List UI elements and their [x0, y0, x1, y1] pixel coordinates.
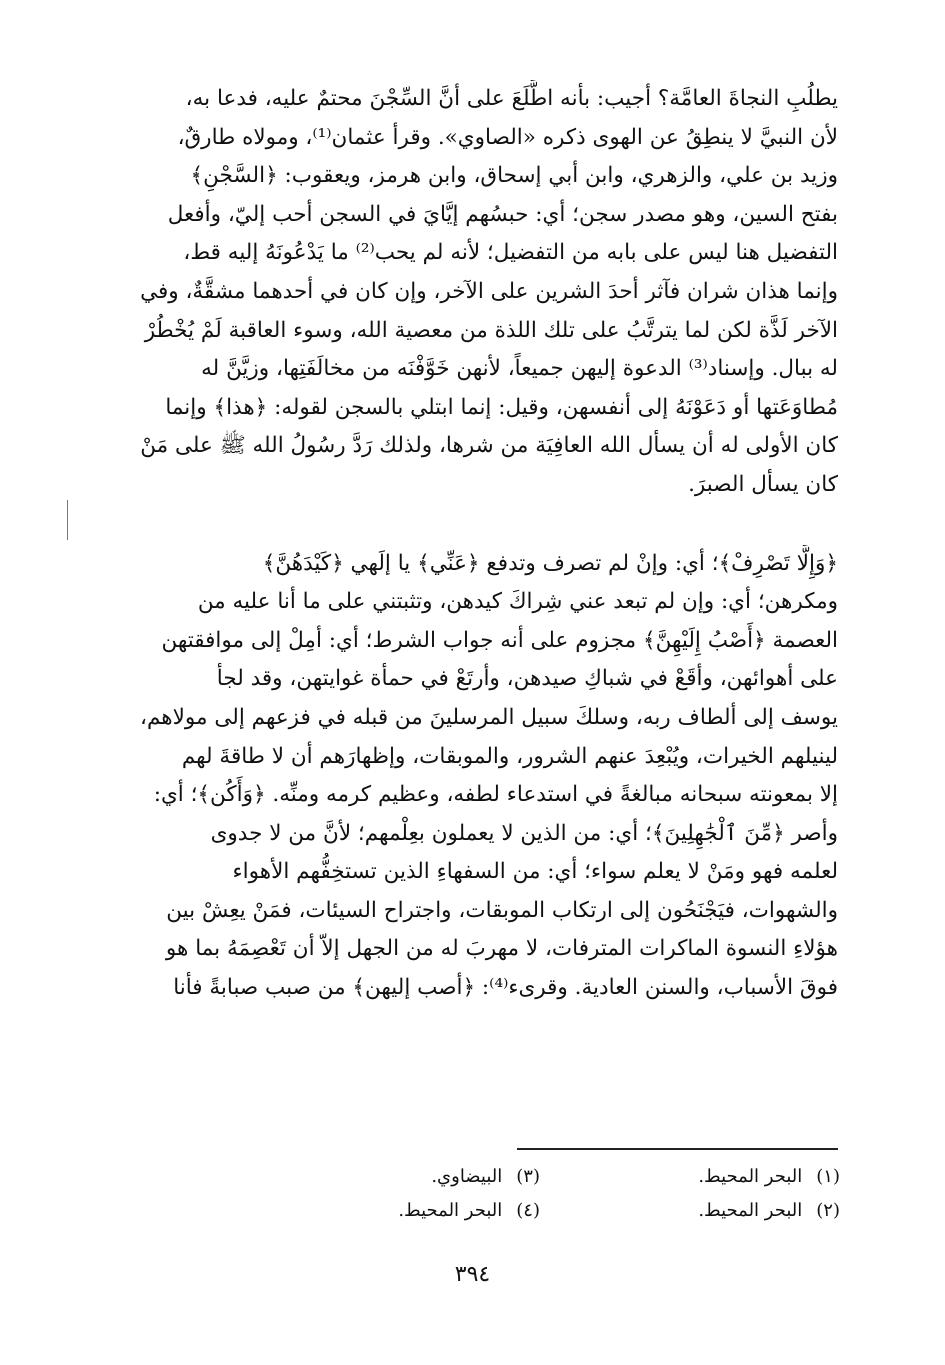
- footnote-number: (٣): [516, 1166, 540, 1187]
- footnote-number: (٤): [516, 1200, 540, 1221]
- footnote-text: البحر المحيط.: [398, 1200, 503, 1221]
- footnote-2: [540, 1194, 840, 1228]
- text-line: ومكرهن؛ أي: وإن لم تبعد عني شِراكَ كيدهن، وتثبتني على ما أنا عليه من: [197, 589, 838, 615]
- text-line: له ببال. وإسناد⁽³⁾ الدعوة إليهن جميعاً، لأنهن خَوَّفْنَه من مخالَفَتِها، وزيَّنَّ له: [201, 356, 838, 382]
- main-text: [66, 80, 838, 1008]
- footnote-divider: [517, 1148, 838, 1150]
- text-line: العصمة ﴿أَصْبُ إِلَيْهِنَّ﴾ مجزوم على أنه جواب الشرط؛ أي: أمِلْ إلى موافقتهن: [161, 627, 838, 653]
- text-line: لعلمه فهو ومَنْ لا يعلم سواء؛ أي: من السفهاءِ الذين تستخِفُّهم الأهواء: [232, 859, 838, 885]
- text-line: وزيد بن علي، والزهري، وابن أبي إسحاق، وابن هرمز، ويعقوب: ﴿السَّجْنِ﴾: [190, 163, 838, 189]
- text-line: مُطاوَعَتها أو دَعَوْنَهُ إلى أنفسهن، وقيل: إنما ابتلي بالسجن لقوله: ﴿هذا﴾ وإنما: [165, 394, 838, 420]
- text-line: وأصر ﴿مِّنَ ٱلْجَٰهِلِينَ﴾؛ أي: من الذين لا يعملون بعِلْمهم؛ لأنَّ من لا جدوى: [210, 820, 838, 846]
- footnote-text: البحر المحيط.: [698, 1200, 803, 1221]
- text-line: كان الأولى له أن يسأل الله العافِيَة من شرها، ولذلك رَدَّ رسُولُ الله ﷺ على مَنْ: [140, 433, 838, 459]
- footnote-3: [240, 1160, 540, 1194]
- text-line: على أهوائهن، وأقَعْ في شباكِ صيدهن، وأرتَعْ في حمأة غوايتهن، وقد لجأ: [216, 666, 838, 692]
- page-number: ٣٩٤: [454, 1262, 491, 1287]
- paragraph-2: [66, 545, 838, 1008]
- text-line: وإنما هذان شران فآثر أحدَ الشرين على الآخر، وإن كان في أحدهما مشقَّةٌ، وفي: [140, 278, 838, 304]
- paragraph-gap: [66, 505, 838, 545]
- text-line: لينيلهم الخيرات، ويُبْعِدَ عنهم الشرور، والموبقات، وإظهارَهم أن لا طاقةَ لهم: [181, 743, 838, 769]
- text-line: هؤلاءِ النسوة الماكرات المترفات، لا مهربَ له من الجهل إلاّ أن تَعْصِمَهُ بما هو: [165, 936, 838, 962]
- text-line: يطلُبِ النجاةَ العامَّة؟ أجيب: بأنه اطَّلَعَ على أنَّ السِّجْنَ محتمٌ عليه، فدعا به،: [185, 86, 838, 111]
- footnote-row: [230, 1160, 840, 1194]
- text-line: الآخر لَذَّة لكن لما يترتَّبُ على تلك اللذة من معصية الله، وسوء العاقبة لَمْ يُخْطُرْ: [144, 317, 838, 343]
- text-line: لأن النبيَّ لا ينطِقُ عن الهوى ذكره «الصاوي». وقرأ عثمان⁽¹⁾، ومولاه طارقٌ،: [177, 124, 838, 150]
- footnotes: [230, 1160, 840, 1228]
- footnote-1: [540, 1160, 840, 1194]
- margin-mark: [67, 500, 68, 540]
- text-line: إلا بمعونته سبحانه مبالغةً في استدعاء لطفه، وعظيم كرمه ومنِّه. ﴿وَأَكُن﴾؛ أي:: [153, 782, 838, 808]
- footnote-text: البيضاوي.: [431, 1166, 503, 1187]
- footnote-text: البحر المحيط.: [698, 1166, 803, 1187]
- footnote-number: (١): [816, 1166, 840, 1187]
- footnote-row: [230, 1194, 840, 1228]
- text-line: يوسف إلى ألطاف ربه، وسلكَ سبيل المرسلينَ من قبله في فزعهم إلى مولاهم،: [140, 704, 838, 730]
- paragraph-1: [66, 80, 838, 505]
- text-line: بفتح السين، وهو مصدر سجن؛ أي: حبسُهم إيَّايَ في السجن أحب إليّ، وأفعل: [167, 201, 838, 227]
- text-line: كان يسأل الصبرَ.: [688, 471, 838, 497]
- text-line: فوقَ الأسباب، والسنن العادية. وقرىء⁽⁴⁾: ﴿أصب إليهن﴾ من صبب صبابةً فأنا: [173, 975, 838, 1001]
- text-line: والشهوات، فيَجْنَحُون إلى ارتكاب الموبقات، واجتراح السيئات، فمَنْ يعِشْ بين: [166, 897, 838, 923]
- footnote-4: [240, 1194, 540, 1228]
- text-line: ﴿وَإِلَّا تَصْرِفْ﴾؛ أي: وإنْ لم تصرف وتدفع ﴿عَنِّي﴾ يا إلَهي ﴿كَيْدَهُنَّ﴾: [262, 550, 838, 576]
- footnote-number: (٢): [816, 1200, 840, 1221]
- text-line: التفضيل هنا ليس على بابه من التفضيل؛ لأنه لم يحب⁽²⁾ ما يَدْعُونَهُ إليه قط،: [183, 240, 838, 266]
